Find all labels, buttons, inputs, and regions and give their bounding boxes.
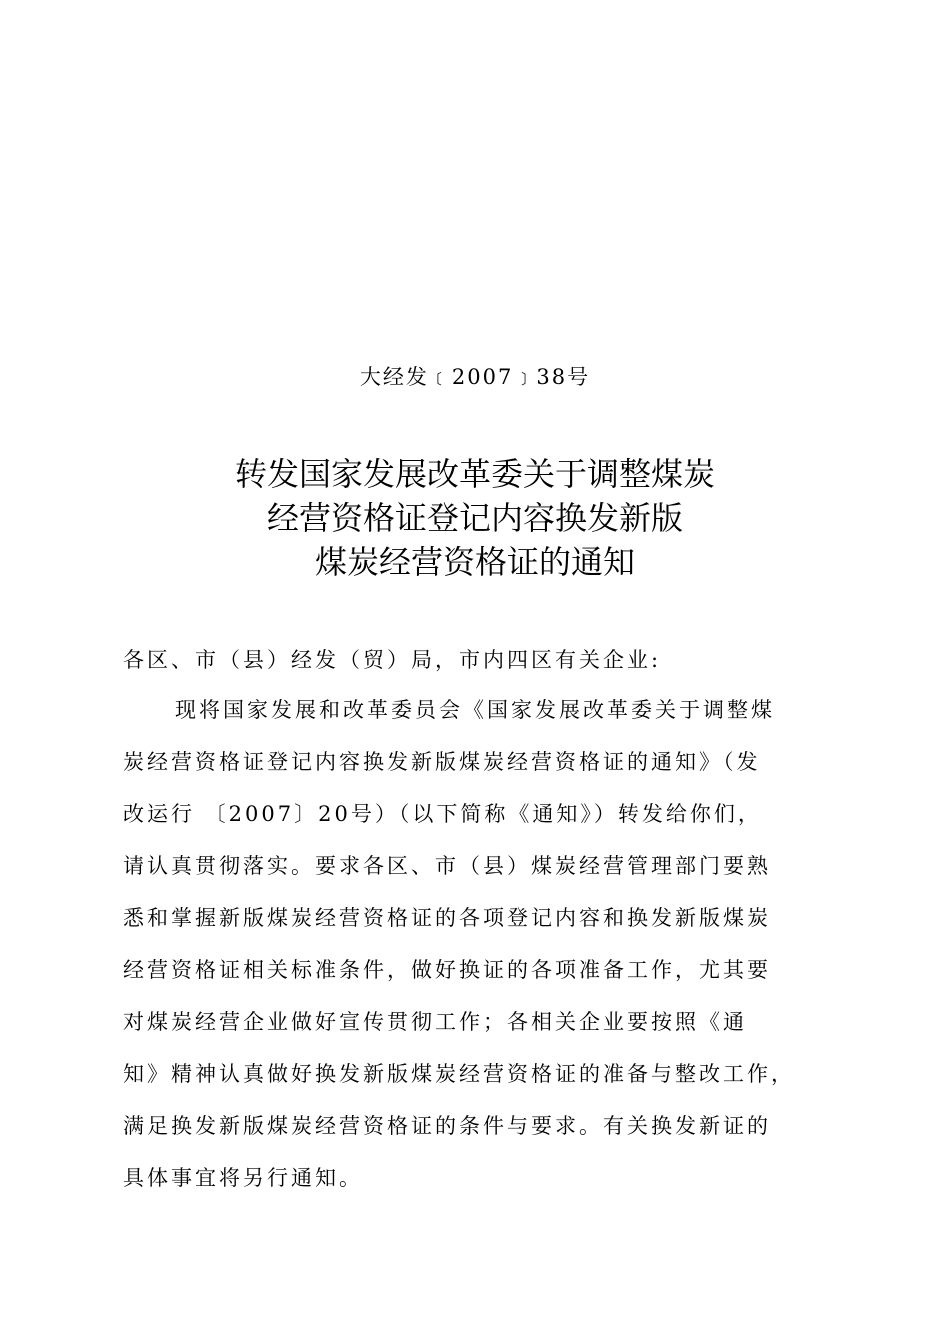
body-text: [123, 695, 843, 1215]
title-line: 煤炭经营资格证的通知: [314, 543, 635, 581]
title-line: 经营资格证登记内容换发新版: [266, 499, 683, 537]
title-line: 转发国家发展改革委关于调整煤炭: [234, 455, 715, 493]
body-line: 满足换发新版煤炭经营资格证的条件与要求。有关换发新证的: [123, 1114, 771, 1138]
body-line: 具体事宜将另行通知。: [123, 1166, 363, 1190]
body-line: 现将国家发展和改革委员会《国家发展改革委关于调整煤: [175, 698, 775, 722]
body-line: 对煤炭经营企业做好宣传贯彻工作；各相关企业要按照《通: [123, 1010, 747, 1034]
body-line: 知》精神认真做好换发新版煤炭经营资格证的准备与整改工作，: [123, 1062, 795, 1086]
body-line: 经营资格证相关标准条件，做好换证的各项准备工作，尤其要: [123, 958, 771, 982]
body-line: 炭经营资格证登记内容换发新版煤炭经营资格证的通知》（发: [123, 750, 761, 774]
addressee: 各区、市（县）经发（贸）局，市内四区有关企业:: [123, 648, 662, 672]
body-line: 改运行 〔2007〕20号）（以下简称《通知》）转发给你们，: [123, 802, 762, 826]
document-number: 大经发﹝2007﹞38号: [359, 365, 591, 389]
body-line: 悉和掌握新版煤炭经营资格证的各项登记内容和换发新版煤炭: [123, 906, 771, 930]
document-title: [0, 452, 950, 584]
body-line: 请认真贯彻落实。要求各区、市（县）煤炭经营管理部门要熟: [123, 854, 771, 878]
